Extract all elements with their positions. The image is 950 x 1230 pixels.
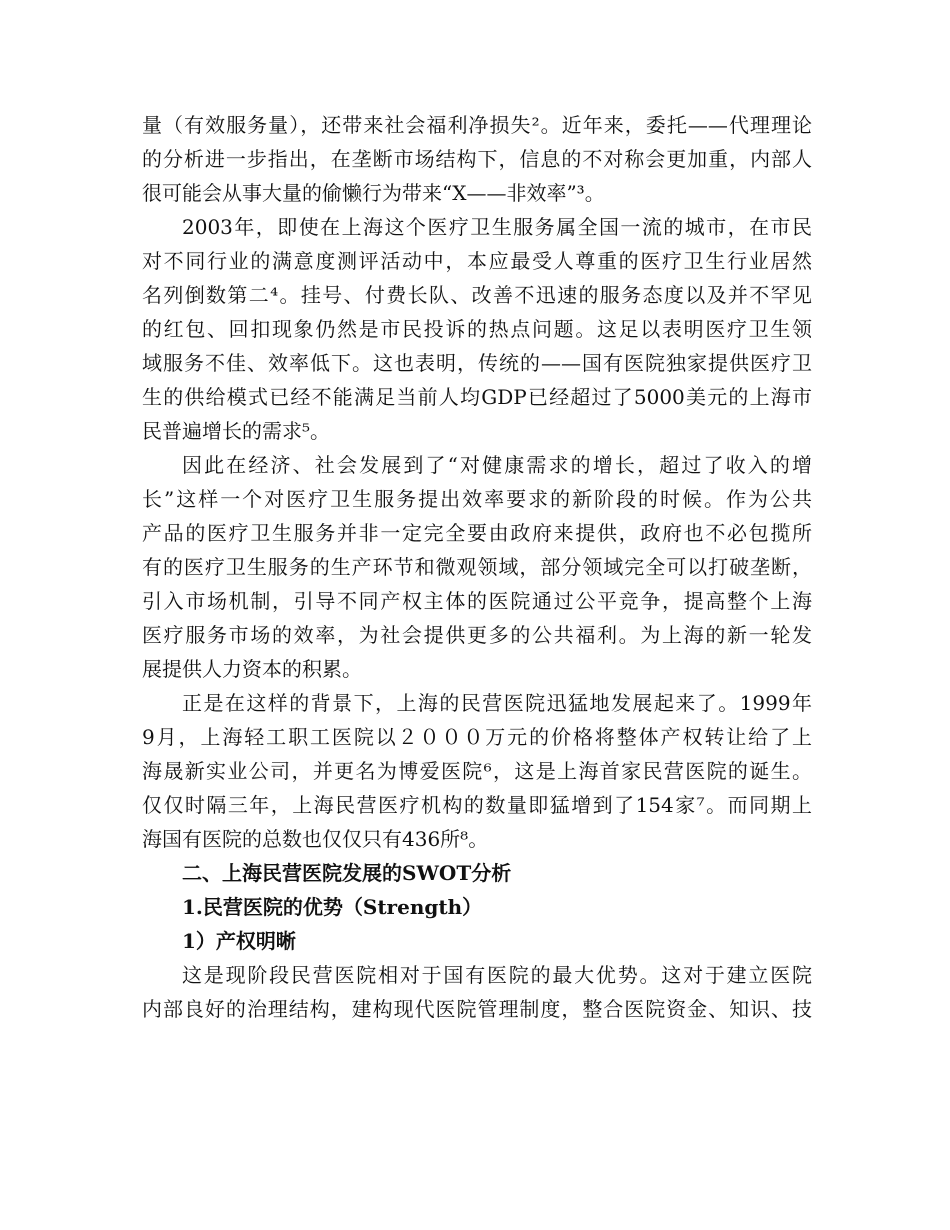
subsection-heading: 1.民营医院的优势（Strength） (182, 895, 483, 919)
document-page (142, 108, 812, 1026)
text-line: 域服务不佳、效率低下。这也表明，传统的——国有医院独家提供医疗卫 (142, 351, 812, 375)
text-line: 的分析进一步指出，在垄断市场结构下，信息的不对称会更加重，内部人 (142, 147, 812, 171)
text-line: 长”这样一个对医疗卫生服务提出效率要求的新阶段的时候。作为公共 (142, 487, 812, 511)
text-line: 仅仅时隔三年，上海民营医疗机构的数量即猛增到了154家⁷。而同期上 (142, 793, 812, 817)
text-line: 民普遍增长的需求⁵。 (142, 419, 331, 443)
text-line: 产品的医疗卫生服务并非一定完全要由政府来提供，政府也不必包揽所 (142, 521, 812, 545)
text-line: 对不同行业的满意度测评活动中，本应最受人尊重的医疗卫生行业居然 (142, 249, 812, 273)
paragraph-3 (142, 448, 812, 686)
text-line: 2003年，即使在上海这个医疗卫生服务属全国一流的城市，在市民 (182, 215, 812, 239)
text-line: 正是在这样的背景下，上海的民营医院迅猛地发展起来了。1999年 (182, 691, 812, 715)
item-heading: 1）产权明晰 (182, 929, 296, 953)
text-line: 展提供人力资本的积累。 (142, 657, 362, 681)
text-line: 内部良好的治理结构，建构现代医院管理制度，整合医院资金、知识、技 (142, 997, 812, 1021)
text-line: 9月，上海轻工职工医院以２０００万元的价格将整体产权转让给了上 (142, 725, 812, 749)
paragraph-1 (142, 108, 812, 210)
text-line: 引入市场机制，引导不同产权主体的医院通过公平竞争，提高整个上海 (142, 589, 812, 613)
text-line: 名列倒数第二⁴。挂号、付费长队、改善不迅速的服务态度以及并不罕见 (142, 283, 812, 307)
text-line: 有的医疗卫生服务的生产环节和微观领域，部分领域完全可以打破垄断， (142, 555, 812, 579)
text-line: 海晟新实业公司，并更名为博爱医院⁶，这是上海首家民营医院的诞生。 (142, 759, 812, 783)
text-line: 因此在经济、社会发展到了“对健康需求的增长，超过了收入的增 (182, 453, 812, 477)
paragraph-4 (142, 686, 812, 856)
paragraph-5 (142, 958, 812, 1026)
text-line: 量（有效服务量），还带来社会福利净损失²。近年来，委托——代理理论 (142, 113, 812, 137)
text-line: 的红包、回扣现象仍然是市民投诉的热点问题。这足以表明医疗卫生领 (142, 317, 812, 341)
text-line: 这是现阶段民营医院相对于国有医院的最大优势。这对于建立医院 (182, 963, 812, 987)
paragraph-2 (142, 210, 812, 448)
text-line: 生的供给模式已经不能满足当前人均GDP已经超过了5000美元的上海市 (142, 385, 812, 409)
text-line: 很可能会从事大量的偷懒行为带来“X——非效率”³。 (142, 181, 605, 205)
text-line: 海国有医院的总数也仅仅只有436所⁸。 (142, 827, 489, 851)
section-heading: 二、上海民营医院发展的SWOT分析 (182, 861, 512, 885)
text-line: 医疗服务市场的效率，为社会提供更多的公共福利。为上海的新一轮发 (142, 623, 812, 647)
